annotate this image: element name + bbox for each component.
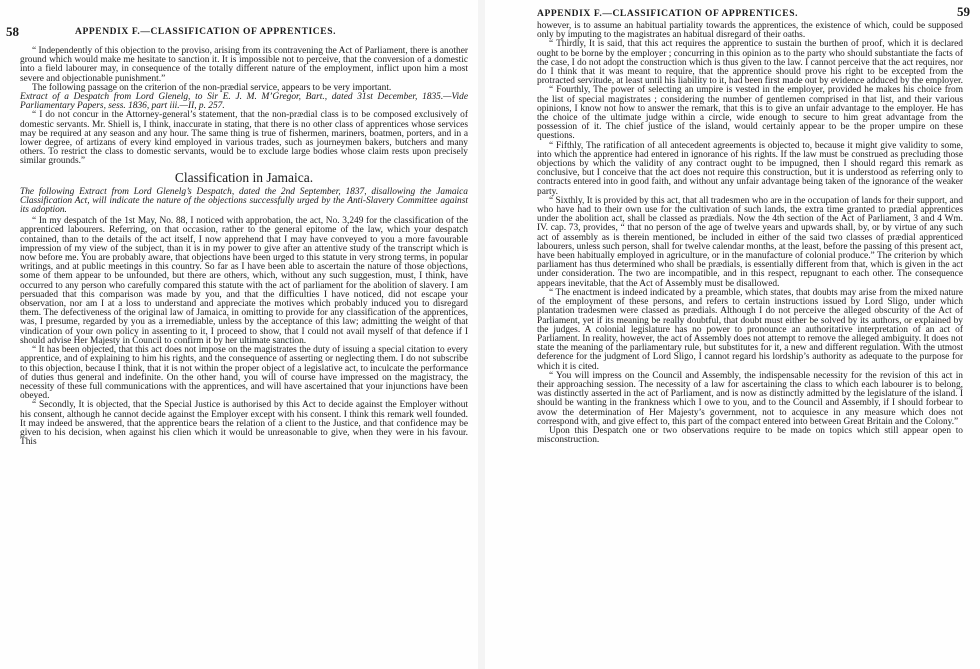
paragraph: The following passage on the criterion of the non-prædial service, appears to be very important. (32, 82, 392, 93)
section-title: Classification in Jamaica. (174, 169, 314, 185)
left-page (0, 0, 478, 669)
paragraph: “ In my despatch of the 1st May, No. 88, I noticed with approbation, the act, No. 3,249 for the classification of the apprenticed labourers. Referring, on that occasion, rather to the general epitome of the law, which your despatch contained, than to the details of the act itself, I now apprehend that I may have conveyed to you a more favourable impression of my view of the subject, than it is in my power to give after an attentive study of the transcript which is now before me. You are probably aware, that objections have been urged to this statute in very strong terms, in popular writings, and at public meetings in this country. So far as I have been able to ascertain the nature of those objections, some of them appear to be unfounded, but there are others, which, without any such suggestion, must, I think, have occurred to any person who carefully compared this statute with the act of parliament for the abolition of slavery. I am persuaded that this comparison was made by you, and that the difficulties I have noticed, did not escape your observation, nor am I at a loss to understand and appreciate the motives which probably induced you to disregard them. The defectiveness of the original law of Jamaica, in omitting to provide for any classification of the apprentices, was, I presume, regarded by you as a irremediable, unless by the acceptance of this law; admitting the weight of that vindication of your own policy in assenting to it, I proceed to show, that I could not avail myself of that defence if I should advise Her Majesty in Council to confirm it by her ultimate sanction. (20, 216, 468, 346)
right-page (485, 0, 980, 669)
running-head: APPENDIX F.—CLASSIFICATION OF APPRENTICES. (75, 27, 337, 37)
paragraph: “ Secondly, It is objected, that the Special Justice is authorised by this Act to decide against the Employer without his consent, although he cannot decide against the Employer except with his consent. I think this remark well founded. It may indeed be answered, that the apprentice bears the relation of a client to the Justice, and that confidence may be given to his decision, when against his clien which it would be unreasonable to give, when they were in his favour. This (20, 400, 468, 448)
paragraph: “ Sixthly, It is provided by this act, that all tradesmen who are in the occupation of lands for their support, and who have had to their own use for the cultivation of such lands, the extra time granted to prædial apprentices under the abolition act, shall be classed as prædials. Now the 4th section of the Act of Parliament, 3 and 4 Wm. IV. cap. 73, provides, “ that no person of the age of twelve years and upwards shall, by, or by virtue of any such act of assembly as is therein mentioned, be included in either of the said two classes of prædial apprenticed labourers, unless such person, shall for twelve calendar months, at the least, before the passing of this present act, have been habitually employed in agriculture, or in the manufacture of colonial produce.” The criterion by which parliament has thus determined who shall be prædials, is essentially different from that, which is given in the act under consideration. The two are incompatible, and in this respect, repugnant to each other. The consequence appears inevitable, that the Act of Assembly must be disallowed. (537, 195, 963, 289)
paragraph: “ I do not concur in the Attorney-general’s statement, that the non-prædial class is to be composed exclusively of domestic servants. Mr. Shiell is, I think, inaccurate in stating, that there is no other class of apprentices whose services may be required at any season and any hour. The same thing is true of fishermen, mariners, boatmen, porters, and in a lower degree, of artizans of every kind employed in various trades, such as journeymen bakers, butchers and many others. To restrict the class to domestic servants, would be to exclude large bodies whose claim rests upon precisely similar grounds.” (20, 110, 468, 167)
paragraph: “ Independently of this objection to the proviso, arising from its contravening the Act of Parliament, there is another ground which would make me hesitate to sanction it. It is impossible not to perceive, that the conversion of a domestic into a field labourer may, in consequence of the totally different nature of the employment, inflict upon him a most severe and objectionable punishment.” (20, 46, 468, 84)
paragraph: “ It has been objected, that this act does not impose on the magistrates the duty of issuing a special citation to every apprentice, and of explaining to him his rights, and the consequence of asserting or neglecting them. I do not subscribe to this objection, because I think, that it is not within the proper object of a legislative act, to inculcate the performance of duties thus general and indefinite. On the other hand, you will of course have impressed on the magistracy, the necessity of these full communications with the apprentices, and will have ascertained that your injunctions have been obeyed. (20, 345, 468, 402)
left-body (20, 47, 468, 447)
paragraph: “ The enactment is indeed indicated by a preamble, which states, that doubts may arise from the mixed nature of the employment of these persons, and refers to certain instructions issued by Lord Sligo, under which plantation tradesmen were classed as prædials. Although I do not perceive the alleged obscurity of the Act of Parliament, yet if its meaning be really doubtful, that doubt must either be solved by its authors, or explained by the judges. A colonial legislature has no power to pronounce an authoritative interpretation of an act of Parliament. In reality, however, the act of Assembly does not attempt to remove the alleged ambiguity. It does not state the meaning of the parliamentary rule, but substitutes for it, a new and different regulation. With the utmost deference for the judgment of Lord Sligo, I cannot regard his lordship’s authority as adequate to the purpose for which it is cited. (537, 287, 963, 372)
page-number: 59 (957, 4, 970, 19)
paragraph: “ Fourthly, The power of selecting an umpire is vested in the employer, provided he makes his choice from the list of special magistrates ; considering the number of gentlemen comprised in that list, and their various opinions, I know not how to answer the remark, that this is to give an unfair advantage to the employer. He has the choice of the ultimate judge within a circle, wide enough to secure to him great advantage from the possession of it. The chief justice of the island, would certainly appear to be the proper umpire on these questions. (537, 85, 963, 142)
extract-heading: Extract of a Despatch from Lord Glenelg, to Sir E. J. M. M’Gregor, Bart., dated 31st December, 1835.—Vide Parliamentary Papers, sess. 1836, part iii.—II, p. 257. (20, 92, 468, 112)
paragraph: Upon this Despatch one or two observations require to be made on topics which still appear open to misconstruction. (537, 425, 963, 446)
paragraph: “ Fifthly, The ratification of all antecedent agreements is objected to, because it might give validity to some, into which the apprentice had entered in ignorance of his rights. If the law must be construed as precluding those objections by which the validity of any contract ought to be impugned, then I should regard this remark as conclusive, but I conceive that the act does not require this construction, but it is understood as referring only to contracts entered into in good faith, and without any unfair advantage being taken of the ignorance of the weaker party. (537, 140, 963, 197)
gutter (478, 0, 485, 669)
page-number: 58 (6, 24, 19, 39)
left-header (0, 0, 478, 39)
right-body (537, 22, 963, 445)
section-intro: The following Extract from Lord Glenelg’s Despatch, dated the 2nd September, 1837, disallowing the Jamaica Classification Act, will indicate the nature of the objections successfully urged by the Anti-Slavery Committee against its adoption. (20, 186, 468, 216)
paragraph: “ You will impress on the Council and Assembly, the indispensable necessity for the revision of this act in their approaching session. The necessity of a law for ascertaining the class to which each labourer is to belong, was distinctly asserted in the act of Parliament, and is now as distinctly admitted by the legislature of the island. I should be wanting in the frankness which I owe to you, and to the Council and Assembly, if I should forbear to avow the determination of Her Majesty’s government, not to acquiesce in any measure which does not correspond with, and give effect to, this part of the compact entered into between Great Britain and the Colony.” (537, 370, 963, 427)
paragraph: however, is to assume an habitual partiality towards the apprentices, the existence of which, could be supposed only by imputing to the magistrates an habitual disregard of their oaths. (537, 21, 963, 41)
running-head: APPENDIX F.—CLASSIFICATION OF APPRENTICES. (537, 9, 799, 19)
paragraph: “ Thirdly, It is said, that this act requires the apprentice to sustain the burthen of proof, which it is declared ought to be borne by the employer ; concurring in this opinion as to the party who should substantiate the facts of the case, I do not adopt the construction which is thus given to the law. I cannot perceive that the act requires, nor do I think that it was meant to require, that the apprentice should prove his right to be excepted from the protracted servitude, at least until his liability to it, had been first made out by evidence adduced by the employer. (537, 39, 963, 87)
